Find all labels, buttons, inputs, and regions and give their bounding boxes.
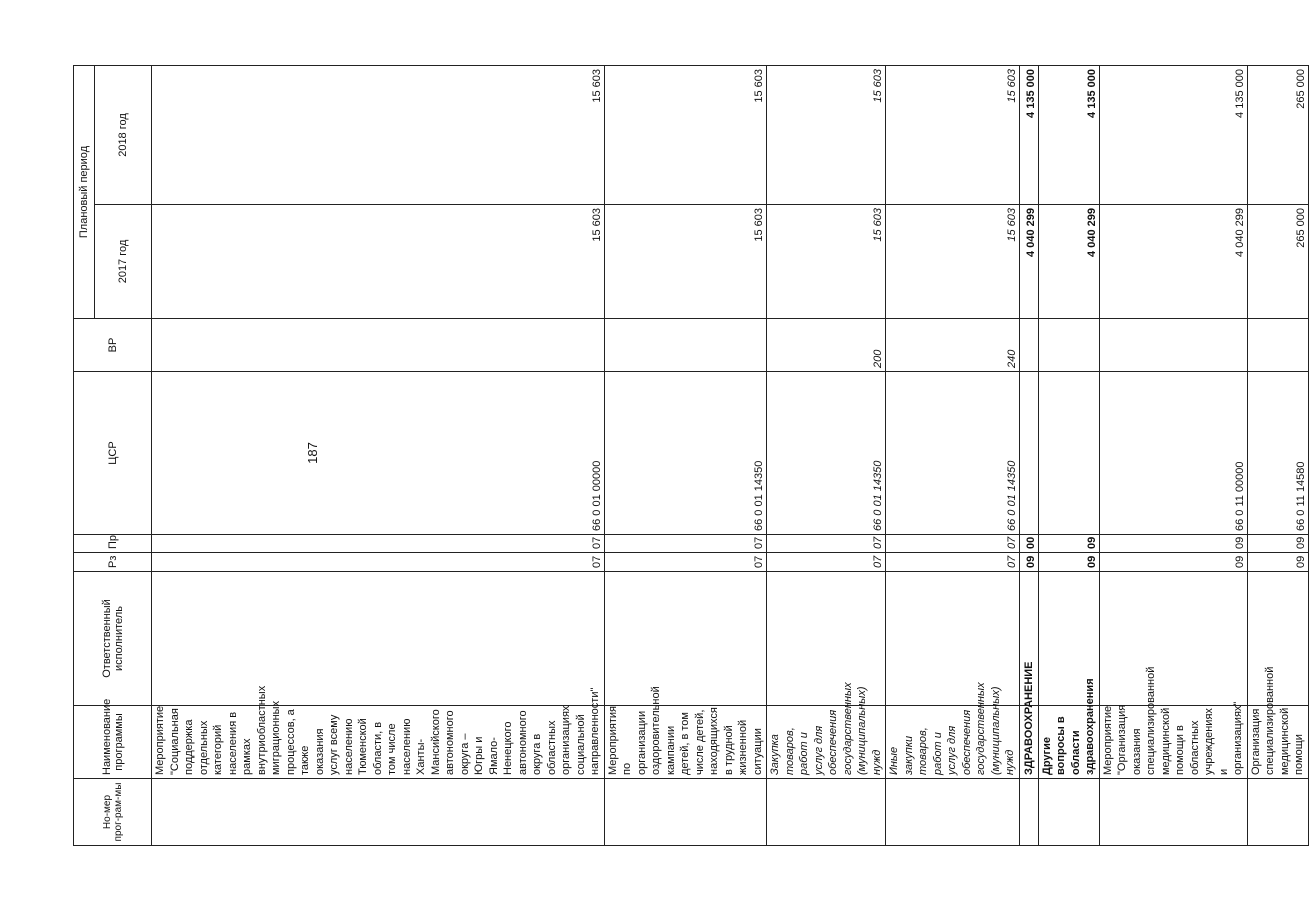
col-header-rz: Рз — [74, 553, 152, 572]
cell-y2018: 15 603 — [152, 66, 605, 205]
table-row — [1019, 66, 1038, 846]
cell-num — [1099, 779, 1247, 846]
cell-rz: 09 — [1247, 553, 1308, 572]
cell-rz: 07 — [152, 553, 605, 572]
cell-pr: 00 — [1019, 535, 1038, 553]
cell-num — [886, 779, 1020, 846]
cell-y2018: 15 603 — [886, 66, 1020, 205]
cell-vr: 200 — [767, 319, 886, 372]
cell-pr: 09 — [1247, 535, 1308, 553]
cell-name: Мероприятие "Организация оказания специализированной медицинской помощи в областных учреждениях и организациях" — [1099, 706, 1247, 779]
cell-num — [604, 779, 767, 846]
cell-rz: 07 — [604, 553, 767, 572]
cell-y2017: 265 000 — [1247, 205, 1308, 319]
cell-y2018: 4 135 000 — [1038, 66, 1099, 205]
cell-name: Мероприятия по организации оздоровительной кампании детей, в том числе детей, находящихся в трудной жизненной ситуации — [604, 706, 767, 779]
cell-csr: 66 0 01 00000 — [152, 372, 605, 535]
cell-executor — [152, 572, 605, 706]
table-row — [1247, 66, 1308, 846]
cell-y2017: 15 603 — [767, 205, 886, 319]
cell-name: Мероприятие "Социальная поддержка отдельных категорий населения в рамках внутриобластных миграционных процессов, а также оказания услуг всему населению Тюменской области, в том числе населению Ханты-Мансийского автономного округа – Югры и Ямало-Ненецкого автономного округа в областных организациях социальной направленности" — [152, 706, 605, 779]
cell-y2017: 4 040 299 — [1038, 205, 1099, 319]
cell-csr — [1038, 372, 1099, 535]
table-row — [886, 66, 1020, 846]
cell-csr: 66 0 01 14350 — [604, 372, 767, 535]
cell-y2018: 15 603 — [767, 66, 886, 205]
cell-y2017: 4 040 299 — [1099, 205, 1247, 319]
cell-csr: 66 0 11 00000 — [1099, 372, 1247, 535]
cell-rz: 09 — [1099, 553, 1247, 572]
cell-pr: 07 — [604, 535, 767, 553]
cell-pr: 09 — [1038, 535, 1099, 553]
cell-rz: 07 — [886, 553, 1020, 572]
cell-num — [152, 779, 605, 846]
cell-name: Иные закупки товаров, работ и услуг для обеспечения государственных (муниципальных) нужд — [886, 706, 1020, 779]
cell-vr: 240 — [886, 319, 1020, 372]
cell-y2018: 4 135 000 — [1019, 66, 1038, 205]
cell-name: ЗДРАВООХРАНЕНИЕ — [1019, 706, 1038, 779]
header-row-top — [74, 66, 95, 846]
cell-y2018: 15 603 — [604, 66, 767, 205]
cell-num — [1019, 779, 1038, 846]
cell-rz: 07 — [767, 553, 886, 572]
col-header-executor: Ответственный исполнитель — [74, 572, 152, 706]
cell-pr: 07 — [886, 535, 1020, 553]
table-row — [1099, 66, 1247, 846]
cell-csr — [1019, 372, 1038, 535]
cell-pr: 09 — [1099, 535, 1247, 553]
cell-vr — [604, 319, 767, 372]
cell-name: Закупка товаров, работ и услуг для обеспечения государственных (муниципальных) нужд — [767, 706, 886, 779]
cell-csr: 66 0 01 14350 — [886, 372, 1020, 535]
cell-pr: 07 — [152, 535, 605, 553]
cell-y2017: 15 603 — [152, 205, 605, 319]
cell-vr — [1038, 319, 1099, 372]
table-row — [1038, 66, 1099, 846]
cell-executor — [1247, 572, 1308, 706]
budget-table — [73, 65, 1309, 846]
col-header-num: Но-мер прог-рам-мы — [74, 779, 152, 846]
col-header-csr: ЦСР — [74, 372, 152, 535]
col-header-name: Наименование программы — [74, 706, 152, 779]
cell-y2018: 4 135 000 — [1099, 66, 1247, 205]
col-header-2017: 2017 год — [95, 205, 152, 319]
cell-num — [1247, 779, 1308, 846]
cell-executor — [1099, 572, 1247, 706]
cell-csr: 66 0 11 14580 — [1247, 372, 1308, 535]
table-row — [604, 66, 767, 846]
cell-y2017: 15 603 — [886, 205, 1020, 319]
col-header-pr: Пр — [74, 535, 152, 553]
cell-y2017: 15 603 — [604, 205, 767, 319]
table-row — [767, 66, 886, 846]
table-body — [74, 66, 1309, 846]
col-header-vr: ВР — [74, 319, 152, 372]
cell-num — [767, 779, 886, 846]
cell-pr: 07 — [767, 535, 886, 553]
cell-csr: 66 0 01 14350 — [767, 372, 886, 535]
rotated-table-wrapper — [73, 66, 1307, 846]
cell-vr — [1099, 319, 1247, 372]
col-header-2018: 2018 год — [95, 66, 152, 205]
cell-vr — [152, 319, 605, 372]
cell-vr — [1247, 319, 1308, 372]
page-number: 187 — [305, 442, 320, 464]
table-row — [152, 66, 605, 846]
cell-y2018: 265 000 — [1247, 66, 1308, 205]
cell-vr — [1019, 319, 1038, 372]
cell-name: Организация специализированной медицинской помощи — [1247, 706, 1308, 779]
cell-name: Другие вопросы в области здравоохранения — [1038, 706, 1099, 779]
cell-rz: 09 — [1038, 553, 1099, 572]
col-header-planned-period: Плановый период — [74, 66, 95, 319]
cell-rz: 09 — [1019, 553, 1038, 572]
cell-y2017: 4 040 299 — [1019, 205, 1038, 319]
cell-executor — [604, 572, 767, 706]
cell-num — [1038, 779, 1099, 846]
